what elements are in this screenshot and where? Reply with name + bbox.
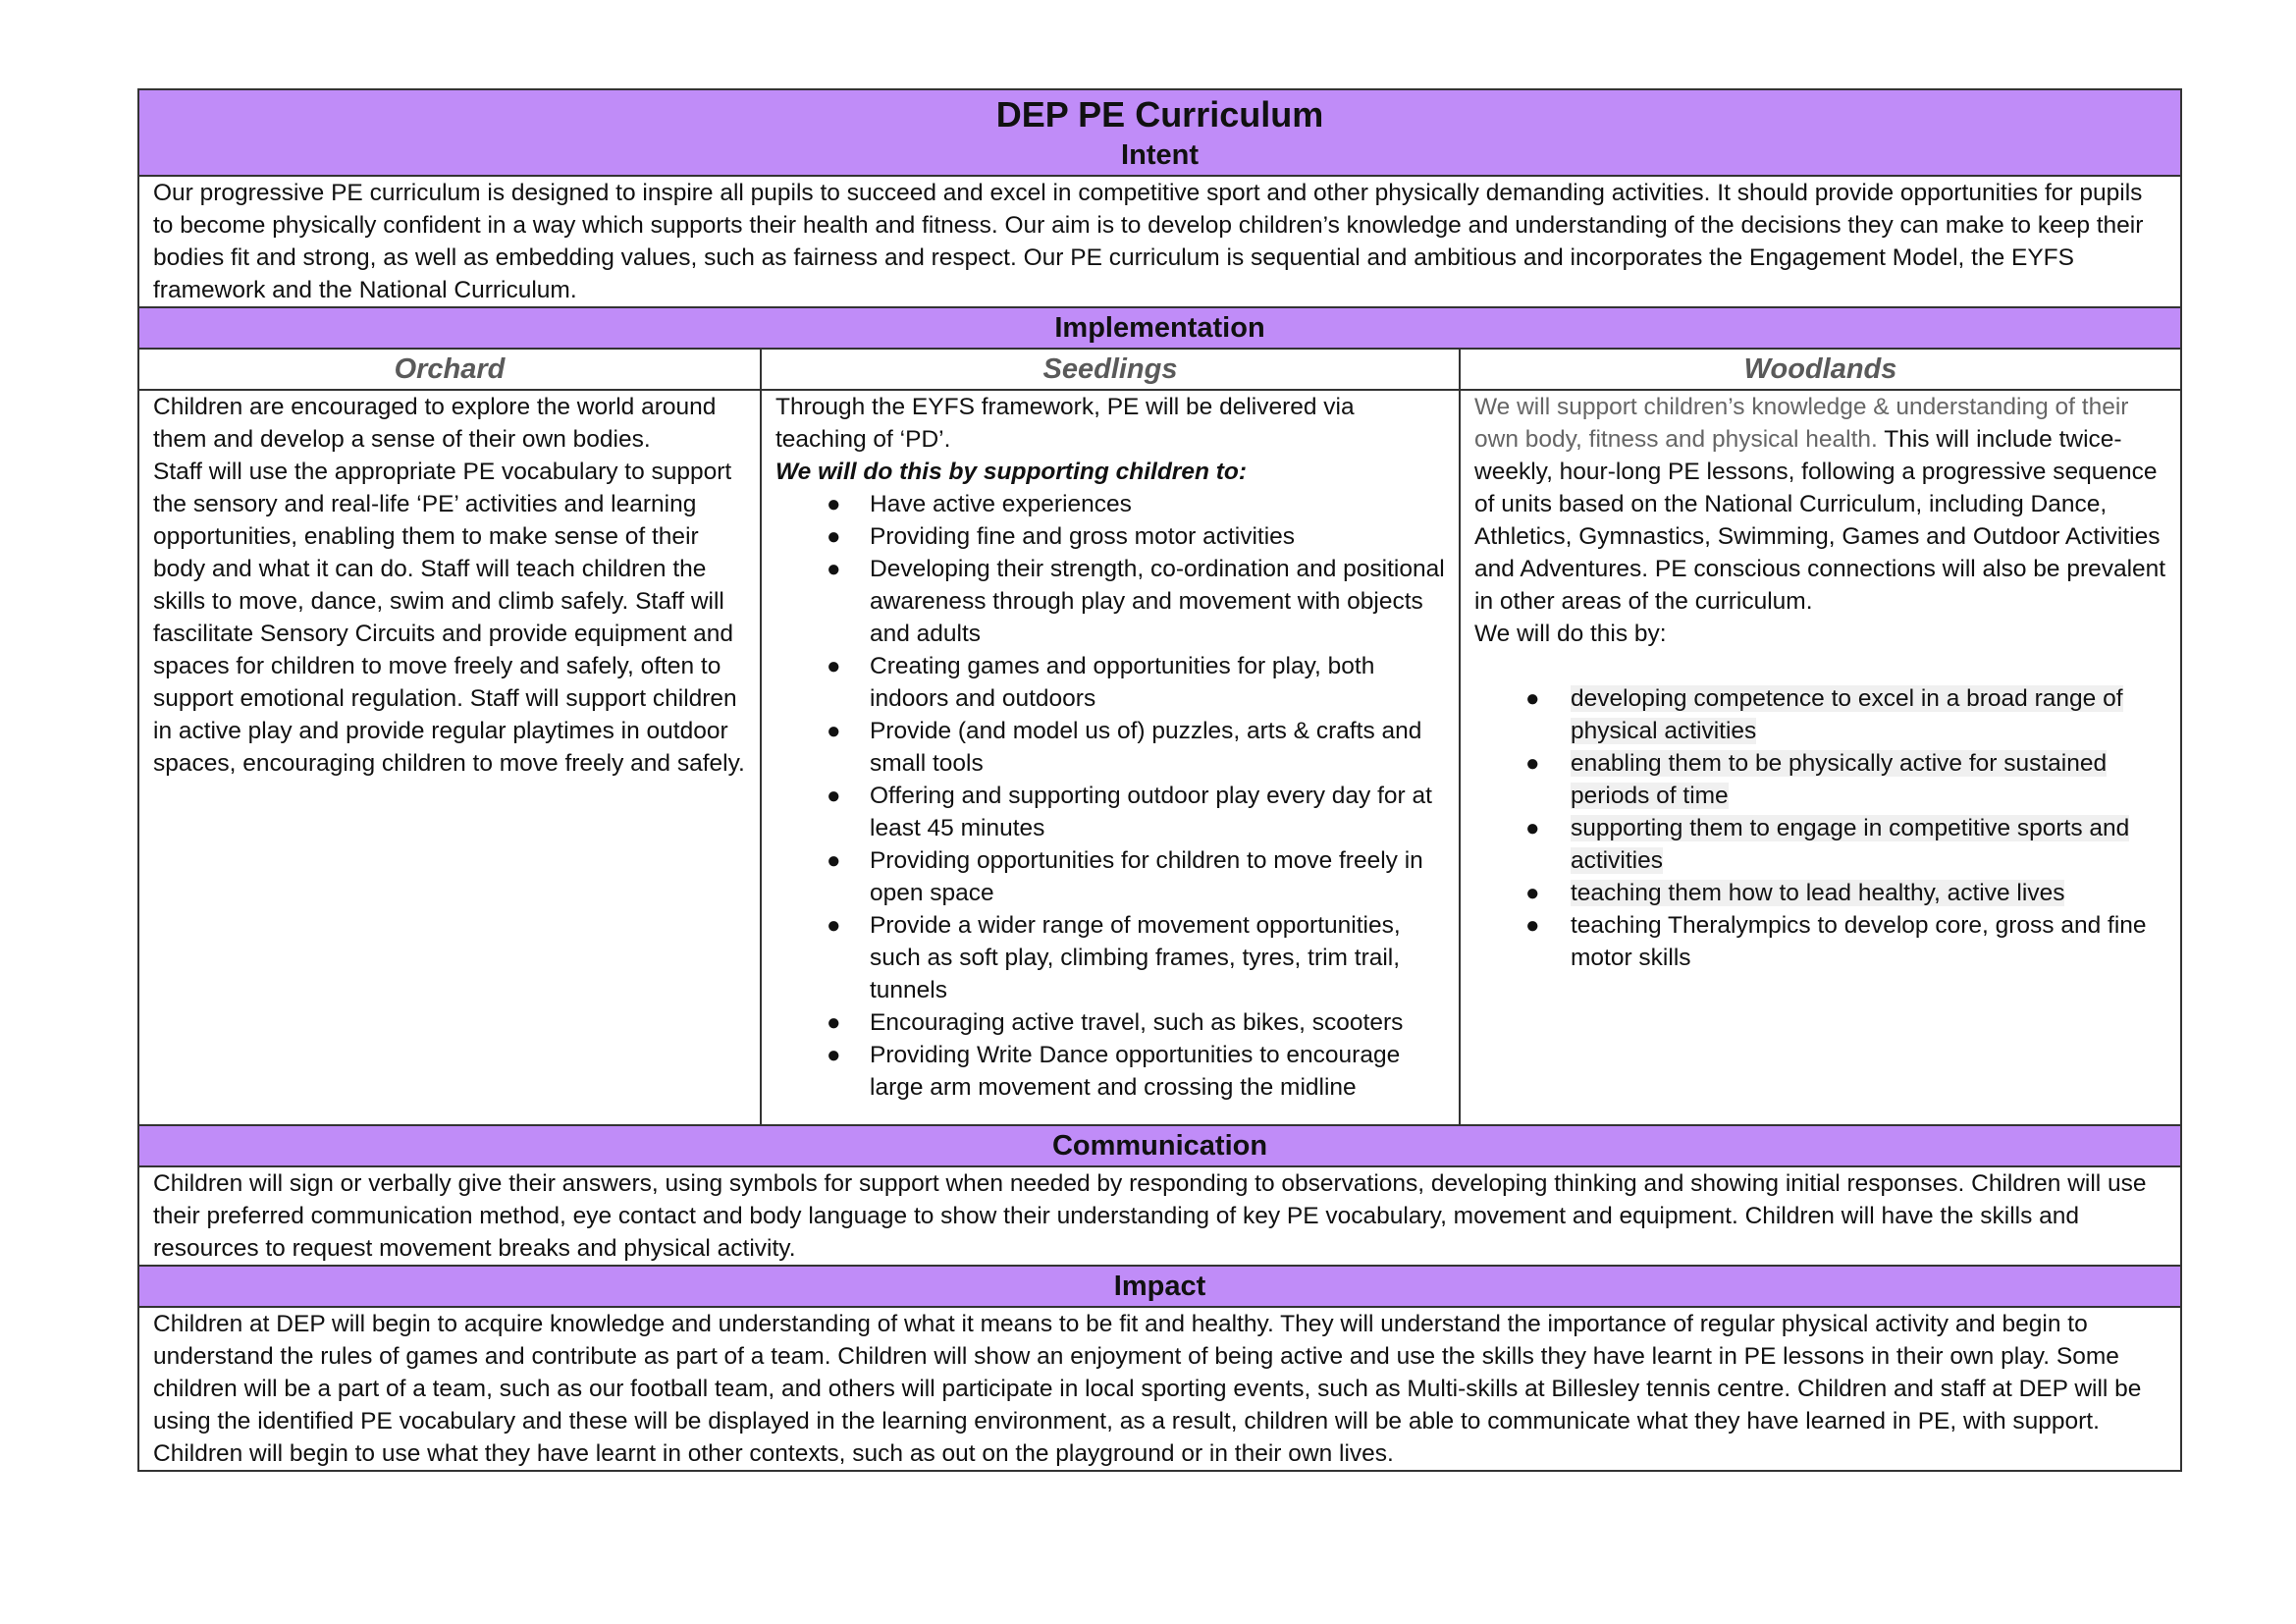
- impact-text: Children at DEP will begin to acquire knowledge and understanding of what it means to be fit and healthy. They will understand the importance of regular physical activity and begin to understand the rules of games and contribute as part of a team. Children will show an enjoyment of being active and use the skills they have learnt in PE lessons in their own play. Some children will be a part of a team, such as our football team, and others will participate in local sporting events, such as Multi-skills at Billesley tennis centre. Children and staff at DEP will be using the identified PE vocabulary and these will be displayed in the learning environment, as a result, children will be able to communicate what they have learned in PE, with support. Children will begin to use what they have learnt in other contexts, such as out on the playground or in their own lives.: [153, 1311, 2142, 1467]
- orchard-paragraph-1: Children are encouraged to explore the world around them and develop a sense of their own bodies.: [153, 394, 717, 453]
- list-item: ● Provide (and model us of) puzzles, arts & crafts and small tools: [870, 715, 1445, 780]
- bullet-icon: ●: [1525, 880, 1540, 906]
- woodlands-intro: [1474, 391, 2166, 618]
- woodlands-intro-rest: This will include twice-weekly, hour-long PE lessons, following a progressive sequence of units based on the National Curriculum, including Dance, Athletics, Gymnastics, Swimming, Games and Outdoor Activities and Adventures. PE conscious connections will also be prevalent in other areas of the curriculum.: [1474, 426, 2166, 615]
- list-item: ● teaching Theralympics to develop core, gross and fine motor skills: [1571, 909, 2166, 974]
- bullet-icon: ●: [1525, 815, 1540, 841]
- list-item: ● Providing Write Dance opportunities to encourage large arm movement and crossing the midline: [870, 1039, 1445, 1104]
- intent-section: [138, 176, 2181, 307]
- intent-text: Our progressive PE curriculum is designed to inspire all pupils to succeed and excel in competitive sport and other physically demanding activities. It should provide opportunities for pupils to become physically confident in a way which supports their health and fitness. Our aim is to develop children’s knowledge and understanding of the decisions they can make to keep their bodies fit and strong, as well as embedding values, such as fairness and respect. Our PE curriculum is sequential and ambitious and incorporates the Engagement Model, the EYFS framework and the National Curriculum.: [153, 180, 2144, 303]
- list-item: ● Provide a wider range of movement opportunities, such as soft play, climbing frames, tyres, trim trail, tunnels: [870, 909, 1445, 1006]
- implementation-heading: Implementation: [138, 307, 2181, 349]
- impact-section: [138, 1307, 2181, 1471]
- woodlands-intro-grey: We will support children’s knowledge & understanding of their own body, fitness and physical health.: [1474, 394, 2129, 453]
- bullet-icon: ●: [827, 847, 841, 874]
- bullet-icon: ●: [827, 912, 841, 939]
- seedlings-intro: Through the EYFS framework, PE will be delivered via teaching of ‘PD’.: [775, 394, 1355, 453]
- communication-heading: Communication: [138, 1125, 2181, 1166]
- list-item: ● enabling them to be physically active for sustained periods of time: [1571, 747, 2166, 812]
- communication-section: [138, 1166, 2181, 1266]
- bullet-icon: ●: [827, 491, 841, 517]
- bullet-icon: ●: [1525, 750, 1540, 777]
- bullet-icon: ●: [827, 653, 841, 679]
- seedlings-column: [761, 390, 1460, 1125]
- list-item: ● Have active experiences: [870, 488, 1445, 520]
- woodlands-column: [1460, 390, 2181, 1125]
- list-item: ● Developing their strength, co-ordination and positional awareness through play and movement with objects and adults: [870, 553, 1445, 650]
- title-band: [138, 89, 2181, 176]
- bullet-icon: ●: [827, 1009, 841, 1036]
- bullet-icon: ●: [1525, 685, 1540, 712]
- intent-heading: Intent: [1121, 139, 1199, 171]
- bullet-icon: ●: [827, 718, 841, 744]
- communication-text: Children will sign or verbally give their answers, using symbols for support when needed by responding to observations, developing thinking and showing initial responses. Children will use their preferred communication method, eye contact and body language to show their understanding of key PE vocabulary, movement and equipment. Children will have the skills and resources to request movement breaks and physical activity.: [153, 1170, 2147, 1262]
- list-item: ● Creating games and opportunities for play, both indoors and outdoors: [870, 650, 1445, 715]
- list-item: ● Encouraging active travel, such as bikes, scooters: [870, 1006, 1445, 1039]
- bullet-icon: ●: [827, 783, 841, 809]
- woodlands-lead: We will do this by:: [1474, 621, 1667, 647]
- list-item: ● Providing fine and gross motor activities: [870, 520, 1445, 553]
- bullet-icon: ●: [1525, 912, 1540, 939]
- list-item: ● developing competence to excel in a broad range of physical activities: [1571, 682, 2166, 747]
- list-item: ● Providing opportunities for children to move freely in open space: [870, 844, 1445, 909]
- document-title: DEP PE Curriculum: [995, 94, 1324, 135]
- seedlings-lead: We will do this by supporting children to:: [775, 459, 1248, 485]
- bullet-icon: ●: [827, 1042, 841, 1068]
- seedlings-list: [775, 488, 1445, 1104]
- woodlands-heading: Woodlands: [1460, 349, 2181, 390]
- woodlands-list: [1474, 682, 2166, 974]
- orchard-heading: Orchard: [138, 349, 761, 390]
- bullet-icon: ●: [827, 556, 841, 582]
- seedlings-heading: Seedlings: [761, 349, 1460, 390]
- bullet-icon: ●: [827, 523, 841, 550]
- orchard-column: [138, 390, 761, 1125]
- impact-heading: Impact: [138, 1266, 2181, 1307]
- curriculum-table: [137, 88, 2182, 1472]
- list-item: ● supporting them to engage in competitive sports and activities: [1571, 812, 2166, 877]
- list-item: ● teaching them how to lead healthy, active lives: [1571, 877, 2166, 909]
- list-item: ● Offering and supporting outdoor play every day for at least 45 minutes: [870, 780, 1445, 844]
- orchard-paragraph-2: Staff will use the appropriate PE vocabulary to support the sensory and real-life ‘PE’ activities and learning opportunities, enabling them to make sense of their body and what it can do. Staff will teach children the skills to move, dance, swim and climb safely. Staff will fascilitate Sensory Circuits and provide equipment and spaces for children to move freely and safely, often to support emotional regulation. Staff will support children in active play and provide regular playtimes in outdoor spaces, encouraging children to move freely and safely.: [153, 459, 745, 777]
